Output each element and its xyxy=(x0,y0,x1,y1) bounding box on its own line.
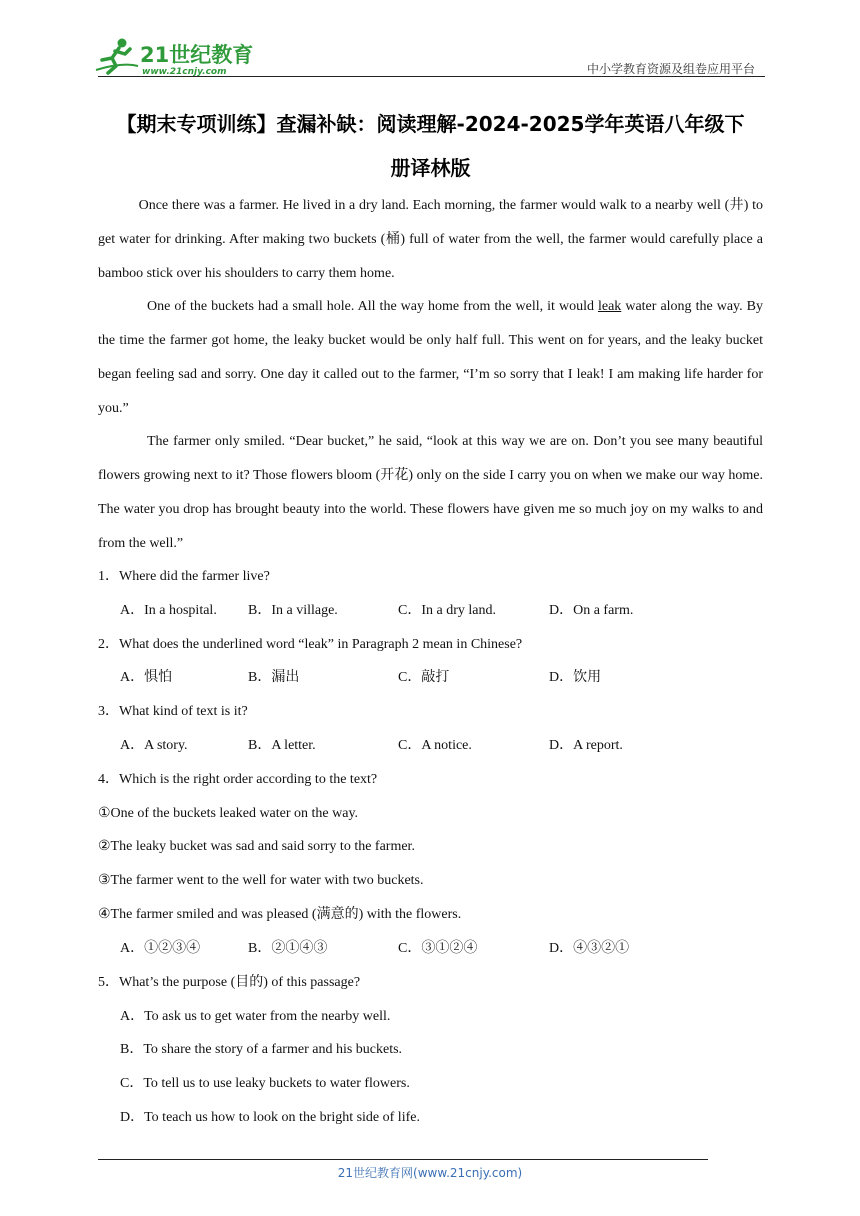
question-5-option-c[interactable]: C．To tell us to use leaky buckets to water flowers. xyxy=(120,1076,410,1091)
question-2-stem: 2．What does the underlined word “leak” in Paragraph 2 mean in Chinese? xyxy=(98,637,523,652)
footer-divider xyxy=(98,1159,708,1160)
question-1-stem: 1．Where did the farmer live? xyxy=(98,569,270,584)
question-1-option-b[interactable]: B．In a village. xyxy=(248,603,338,618)
paragraph-2-text-before: One of the buckets had a small hole. All the way home from the well, it would xyxy=(147,299,598,314)
question-1-option-d[interactable]: D．On a farm. xyxy=(549,603,634,618)
question-4-option-c[interactable]: C．③①②④ xyxy=(398,941,478,956)
passage-paragraph-3: The farmer only smiled. “Dear bucket,” he said, “look at this way we are on. Don’t you see many beautiful flowers growing next to it? Those flowers bloom (开花) only on the side I carry you on when we make our way home. The water you drop has brought beauty into the world. These flowers have given me so much joy on my walks to and from the well.” xyxy=(98,434,763,551)
question-3-option-d[interactable]: D．A report. xyxy=(549,738,623,753)
page-title-line-1: 【期末专项训练】查漏补缺：阅读理解-2024-2025学年英语八年级下 xyxy=(116,112,745,136)
question-2-option-b[interactable]: B．漏出 xyxy=(248,670,300,685)
header-platform-text: 中小学教育资源及组卷应用平台 xyxy=(586,62,755,76)
question-2-option-c[interactable]: C．敲打 xyxy=(398,670,450,685)
question-3-option-b[interactable]: B．A letter. xyxy=(248,738,316,753)
footer-link[interactable]: 21世纪教育网(www.21cnjy.com) xyxy=(337,1166,523,1180)
question-5-stem: 5．What’s the purpose (目的) of this passage? xyxy=(98,975,361,990)
question-5-option-a[interactable]: A．To ask us to get water from the nearby well. xyxy=(120,1009,391,1024)
question-5-option-b[interactable]: B．To share the story of a farmer and his buckets. xyxy=(120,1042,403,1057)
logo-url: www.21cnjy.com xyxy=(142,67,227,77)
question-4-option-a[interactable]: A．①②③④ xyxy=(120,941,201,956)
logo-text: 21世纪教育 xyxy=(140,43,254,67)
passage-paragraph-1: Once there was a farmer. He lived in a dry land. Each morning, the farmer would walk to a nearby well (井) to get water for drinking. After making two buckets (桶) full of water from the well, the farmer would carefully place a bamboo stick over his shoulders to carry them home. xyxy=(98,198,763,281)
question-4-item-3: ③The farmer went to the well for water with two buckets. xyxy=(98,873,424,888)
question-5-option-d[interactable]: D．To teach us how to look on the bright side of life. xyxy=(120,1110,420,1125)
question-4-item-4: ④The farmer smiled and was pleased (满意的) with the flowers. xyxy=(98,907,462,922)
paragraph-2-text-after: water along the way. By the time the farmer got home, the leaky bucket would be only half full. This went on for years, and the leaky bucket began feeling sad and sorry. One day it called out to the farmer, “I’m so sorry that I leak! I am making life harder for you.” xyxy=(98,299,763,416)
question-3-option-a[interactable]: A．A story. xyxy=(120,738,188,753)
question-3-stem: 3．What kind of text is it? xyxy=(98,704,248,719)
page-title-line-2: 册译林版 xyxy=(390,156,471,180)
question-4-option-b[interactable]: B．②①④③ xyxy=(248,941,328,956)
header-divider xyxy=(98,76,765,77)
question-4-item-2: ②The leaky bucket was sad and said sorry to the farmer. xyxy=(98,839,415,854)
question-1-option-c[interactable]: C．In a dry land. xyxy=(398,603,496,618)
question-4-stem: 4．Which is the right order according to the text? xyxy=(98,772,378,787)
question-2-option-a[interactable]: A．惧怕 xyxy=(120,670,173,685)
runner-icon xyxy=(96,39,138,74)
question-4-item-1: ①One of the buckets leaked water on the way. xyxy=(98,806,359,821)
site-logo xyxy=(92,36,262,78)
question-3-option-c[interactable]: C．A notice. xyxy=(398,738,472,753)
question-4-option-d[interactable]: D．④③②① xyxy=(549,941,630,956)
underlined-word-leak: leak xyxy=(597,299,622,314)
question-1-option-a[interactable]: A．In a hospital. xyxy=(120,603,217,618)
question-2-option-d[interactable]: D．饮用 xyxy=(549,670,602,685)
passage-paragraph-2 xyxy=(98,290,763,426)
